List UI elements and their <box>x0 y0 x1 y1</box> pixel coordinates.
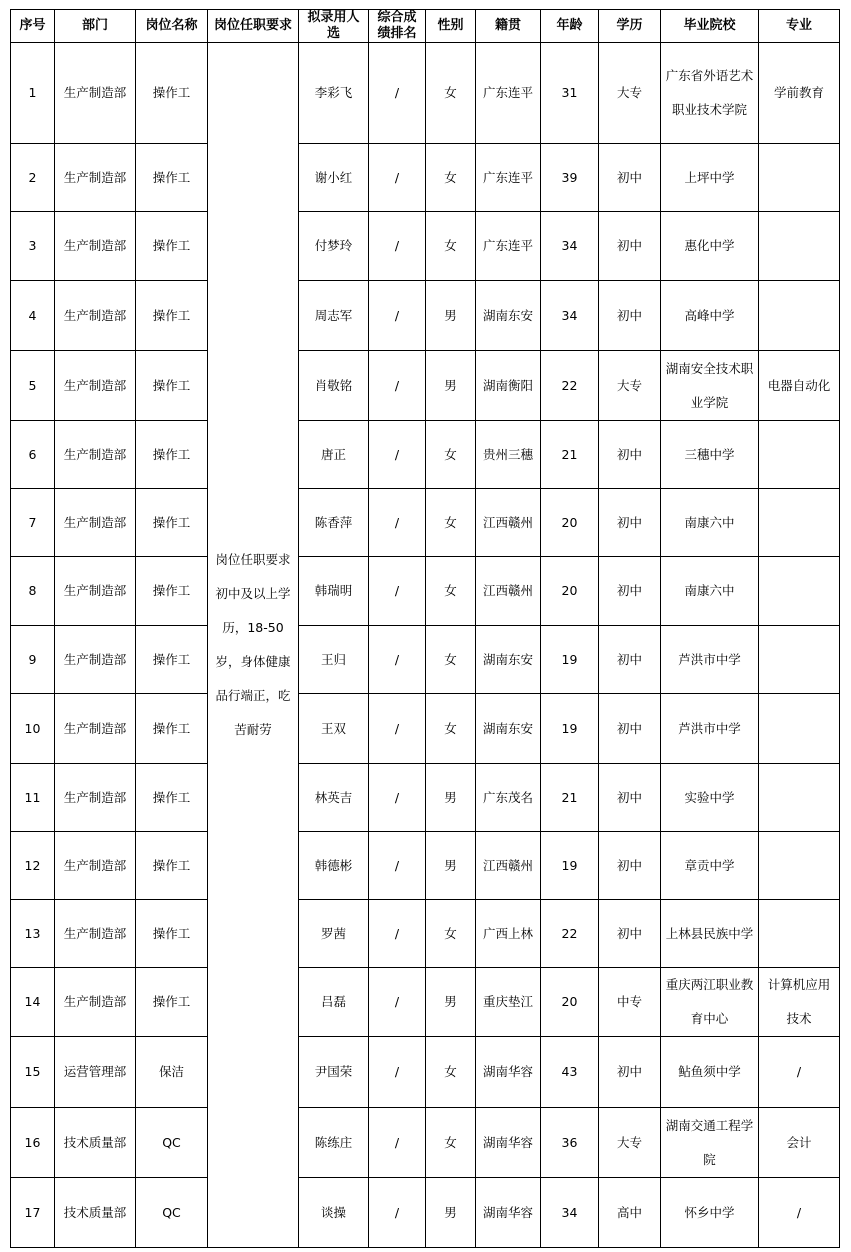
header-no: 序号 <box>11 10 55 43</box>
cell-major <box>759 212 840 281</box>
cell-dept: 生产制造部 <box>55 43 136 144</box>
cell-no: 16 <box>11 1108 55 1178</box>
cell-position: 操作工 <box>136 832 208 900</box>
cell-school: 三穗中学 <box>661 421 759 489</box>
header-dept: 部门 <box>55 10 136 43</box>
cell-age: 39 <box>541 144 599 212</box>
cell-origin: 江西赣州 <box>476 489 541 557</box>
cell-education: 初中 <box>599 144 661 212</box>
table-row <box>11 626 840 694</box>
cell-no: 8 <box>11 557 55 626</box>
cell-rank: / <box>369 489 426 557</box>
cell-no: 3 <box>11 212 55 281</box>
cell-education: 中专 <box>599 968 661 1037</box>
cell-gender: 女 <box>426 144 476 212</box>
cell-rank: / <box>369 832 426 900</box>
cell-gender: 男 <box>426 1178 476 1248</box>
cell-gender: 女 <box>426 694 476 764</box>
header-education: 学历 <box>599 10 661 43</box>
cell-no: 15 <box>11 1037 55 1108</box>
cell-no: 9 <box>11 626 55 694</box>
cell-origin: 江西赣州 <box>476 832 541 900</box>
header-origin: 籍贯 <box>476 10 541 43</box>
cell-rank: / <box>369 212 426 281</box>
cell-origin: 湖南衡阳 <box>476 351 541 421</box>
cell-school: 实验中学 <box>661 764 759 832</box>
cell-education: 初中 <box>599 1037 661 1108</box>
cell-no: 1 <box>11 43 55 144</box>
cell-candidate: 谢小红 <box>299 144 369 212</box>
cell-gender: 女 <box>426 212 476 281</box>
cell-school: 上林县民族中学 <box>661 900 759 968</box>
cell-rank: / <box>369 281 426 351</box>
cell-candidate: 肖敬铭 <box>299 351 369 421</box>
cell-school: 芦洪市中学 <box>661 694 759 764</box>
cell-gender: 女 <box>426 900 476 968</box>
cell-age: 22 <box>541 900 599 968</box>
cell-major: 计算机应用技术 <box>759 968 840 1037</box>
cell-dept: 生产制造部 <box>55 764 136 832</box>
cell-major <box>759 281 840 351</box>
cell-rank: / <box>369 421 426 489</box>
cell-age: 21 <box>541 421 599 489</box>
cell-education: 大专 <box>599 43 661 144</box>
cell-gender: 女 <box>426 1037 476 1108</box>
cell-dept: 生产制造部 <box>55 489 136 557</box>
cell-position: 操作工 <box>136 900 208 968</box>
cell-candidate: 吕磊 <box>299 968 369 1037</box>
cell-position: 操作工 <box>136 764 208 832</box>
cell-school: 湖南安全技术职业学院 <box>661 351 759 421</box>
cell-school: 南康六中 <box>661 557 759 626</box>
cell-origin: 广东连平 <box>476 212 541 281</box>
table-row <box>11 489 840 557</box>
cell-origin: 广西上林 <box>476 900 541 968</box>
cell-position: 操作工 <box>136 281 208 351</box>
cell-origin: 重庆垫江 <box>476 968 541 1037</box>
cell-age: 34 <box>541 212 599 281</box>
table-row <box>11 212 840 281</box>
table-row <box>11 968 840 1037</box>
table-row <box>11 1037 840 1108</box>
header-requirement: 岗位任职要求 <box>208 10 299 43</box>
cell-candidate: 周志军 <box>299 281 369 351</box>
cell-gender: 女 <box>426 43 476 144</box>
cell-position: 操作工 <box>136 144 208 212</box>
cell-education: 初中 <box>599 764 661 832</box>
header-school: 毕业院校 <box>661 10 759 43</box>
cell-candidate: 韩德彬 <box>299 832 369 900</box>
cell-candidate: 罗茜 <box>299 900 369 968</box>
cell-requirement: 岗位任职要求初中及以上学历，18-50岁，身体健康品行端正，吃苦耐劳 <box>208 43 299 1248</box>
cell-education: 大专 <box>599 1108 661 1178</box>
cell-candidate: 陈练庄 <box>299 1108 369 1178</box>
cell-age: 43 <box>541 1037 599 1108</box>
cell-dept: 技术质量部 <box>55 1178 136 1248</box>
table-row <box>11 1108 840 1178</box>
cell-position: QC <box>136 1108 208 1178</box>
cell-position: 操作工 <box>136 489 208 557</box>
cell-dept: 生产制造部 <box>55 626 136 694</box>
cell-position: 操作工 <box>136 626 208 694</box>
cell-rank: / <box>369 764 426 832</box>
cell-age: 21 <box>541 764 599 832</box>
cell-school: 惠化中学 <box>661 212 759 281</box>
cell-school: 鲇鱼须中学 <box>661 1037 759 1108</box>
cell-dept: 生产制造部 <box>55 968 136 1037</box>
cell-dept: 生产制造部 <box>55 351 136 421</box>
cell-origin: 湖南东安 <box>476 626 541 694</box>
cell-candidate: 王归 <box>299 626 369 694</box>
cell-major <box>759 557 840 626</box>
cell-school: 南康六中 <box>661 489 759 557</box>
cell-gender: 男 <box>426 764 476 832</box>
table-row <box>11 764 840 832</box>
cell-dept: 技术质量部 <box>55 1108 136 1178</box>
cell-dept: 生产制造部 <box>55 832 136 900</box>
cell-major: 学前教育 <box>759 43 840 144</box>
cell-no: 17 <box>11 1178 55 1248</box>
cell-age: 20 <box>541 557 599 626</box>
cell-school: 广东省外语艺术职业技术学院 <box>661 43 759 144</box>
cell-age: 19 <box>541 626 599 694</box>
cell-major <box>759 832 840 900</box>
cell-major <box>759 626 840 694</box>
cell-major <box>759 764 840 832</box>
cell-gender: 女 <box>426 1108 476 1178</box>
cell-position: 操作工 <box>136 557 208 626</box>
cell-rank: / <box>369 144 426 212</box>
cell-dept: 生产制造部 <box>55 900 136 968</box>
cell-age: 19 <box>541 694 599 764</box>
cell-dept: 生产制造部 <box>55 281 136 351</box>
cell-school: 芦洪市中学 <box>661 626 759 694</box>
cell-school: 高峰中学 <box>661 281 759 351</box>
cell-major <box>759 421 840 489</box>
cell-major <box>759 489 840 557</box>
table-row <box>11 421 840 489</box>
table-row <box>11 832 840 900</box>
header-rank: 综合成绩排名 <box>369 10 426 43</box>
cell-no: 4 <box>11 281 55 351</box>
table-body <box>11 43 840 1248</box>
cell-position: 操作工 <box>136 43 208 144</box>
table-row <box>11 1178 840 1248</box>
cell-school: 上坪中学 <box>661 144 759 212</box>
cell-position: 操作工 <box>136 421 208 489</box>
cell-age: 19 <box>541 832 599 900</box>
cell-dept: 生产制造部 <box>55 144 136 212</box>
cell-education: 高中 <box>599 1178 661 1248</box>
cell-origin: 湖南东安 <box>476 694 541 764</box>
table-row <box>11 144 840 212</box>
cell-age: 34 <box>541 281 599 351</box>
cell-rank: / <box>369 1178 426 1248</box>
cell-major: 电器自动化 <box>759 351 840 421</box>
cell-origin: 贵州三穗 <box>476 421 541 489</box>
candidate-roster-table <box>10 9 840 1248</box>
cell-dept: 生产制造部 <box>55 557 136 626</box>
cell-education: 初中 <box>599 421 661 489</box>
cell-dept: 生产制造部 <box>55 694 136 764</box>
cell-position: 操作工 <box>136 694 208 764</box>
cell-gender: 男 <box>426 968 476 1037</box>
cell-age: 20 <box>541 489 599 557</box>
cell-gender: 男 <box>426 281 476 351</box>
cell-origin: 湖南华容 <box>476 1037 541 1108</box>
cell-dept: 生产制造部 <box>55 212 136 281</box>
cell-major: / <box>759 1178 840 1248</box>
cell-no: 6 <box>11 421 55 489</box>
cell-education: 初中 <box>599 900 661 968</box>
cell-education: 初中 <box>599 694 661 764</box>
cell-position: 操作工 <box>136 212 208 281</box>
cell-no: 2 <box>11 144 55 212</box>
cell-candidate: 王双 <box>299 694 369 764</box>
cell-position: 操作工 <box>136 351 208 421</box>
cell-origin: 广东连平 <box>476 144 541 212</box>
cell-position: 操作工 <box>136 968 208 1037</box>
cell-education: 初中 <box>599 557 661 626</box>
header-candidate: 拟录用人选 <box>299 10 369 43</box>
cell-candidate: 林英吉 <box>299 764 369 832</box>
header-row <box>11 10 840 43</box>
cell-education: 初中 <box>599 281 661 351</box>
cell-rank: / <box>369 626 426 694</box>
cell-education: 初中 <box>599 212 661 281</box>
header-age: 年龄 <box>541 10 599 43</box>
cell-school: 怀乡中学 <box>661 1178 759 1248</box>
cell-no: 10 <box>11 694 55 764</box>
table-row <box>11 900 840 968</box>
cell-gender: 女 <box>426 557 476 626</box>
table-row <box>11 43 840 144</box>
cell-rank: / <box>369 557 426 626</box>
cell-no: 5 <box>11 351 55 421</box>
cell-education: 初中 <box>599 832 661 900</box>
cell-rank: / <box>369 968 426 1037</box>
cell-position: 保洁 <box>136 1037 208 1108</box>
cell-origin: 湖南华容 <box>476 1178 541 1248</box>
header-gender: 性别 <box>426 10 476 43</box>
cell-major <box>759 144 840 212</box>
table-row <box>11 557 840 626</box>
cell-no: 11 <box>11 764 55 832</box>
cell-rank: / <box>369 1108 426 1178</box>
cell-age: 22 <box>541 351 599 421</box>
cell-rank: / <box>369 351 426 421</box>
cell-position: QC <box>136 1178 208 1248</box>
cell-school: 重庆两江职业教育中心 <box>661 968 759 1037</box>
cell-gender: 女 <box>426 626 476 694</box>
cell-no: 7 <box>11 489 55 557</box>
cell-rank: / <box>369 1037 426 1108</box>
cell-education: 大专 <box>599 351 661 421</box>
cell-age: 36 <box>541 1108 599 1178</box>
cell-origin: 湖南东安 <box>476 281 541 351</box>
cell-age: 20 <box>541 968 599 1037</box>
cell-gender: 男 <box>426 351 476 421</box>
cell-gender: 男 <box>426 832 476 900</box>
cell-gender: 女 <box>426 421 476 489</box>
cell-major <box>759 900 840 968</box>
table-row <box>11 694 840 764</box>
cell-rank: / <box>369 900 426 968</box>
cell-candidate: 付梦玲 <box>299 212 369 281</box>
cell-no: 13 <box>11 900 55 968</box>
table-row <box>11 351 840 421</box>
cell-dept: 生产制造部 <box>55 421 136 489</box>
cell-no: 12 <box>11 832 55 900</box>
cell-education: 初中 <box>599 626 661 694</box>
cell-origin: 湖南华容 <box>476 1108 541 1178</box>
cell-candidate: 韩瑞明 <box>299 557 369 626</box>
cell-school: 章贡中学 <box>661 832 759 900</box>
cell-age: 34 <box>541 1178 599 1248</box>
cell-major: 会计 <box>759 1108 840 1178</box>
cell-rank: / <box>369 694 426 764</box>
cell-rank: / <box>369 43 426 144</box>
cell-dept: 运营管理部 <box>55 1037 136 1108</box>
cell-age: 31 <box>541 43 599 144</box>
cell-candidate: 李彩飞 <box>299 43 369 144</box>
cell-education: 初中 <box>599 489 661 557</box>
cell-candidate: 尹国荣 <box>299 1037 369 1108</box>
header-major: 专业 <box>759 10 840 43</box>
cell-gender: 女 <box>426 489 476 557</box>
cell-no: 14 <box>11 968 55 1037</box>
header-position: 岗位名称 <box>136 10 208 43</box>
cell-major: / <box>759 1037 840 1108</box>
cell-origin: 江西赣州 <box>476 557 541 626</box>
cell-origin: 广东茂名 <box>476 764 541 832</box>
cell-major <box>759 694 840 764</box>
cell-candidate: 唐正 <box>299 421 369 489</box>
cell-school: 湖南交通工程学院 <box>661 1108 759 1178</box>
cell-candidate: 谈操 <box>299 1178 369 1248</box>
table-row <box>11 281 840 351</box>
cell-origin: 广东连平 <box>476 43 541 144</box>
cell-candidate: 陈香萍 <box>299 489 369 557</box>
